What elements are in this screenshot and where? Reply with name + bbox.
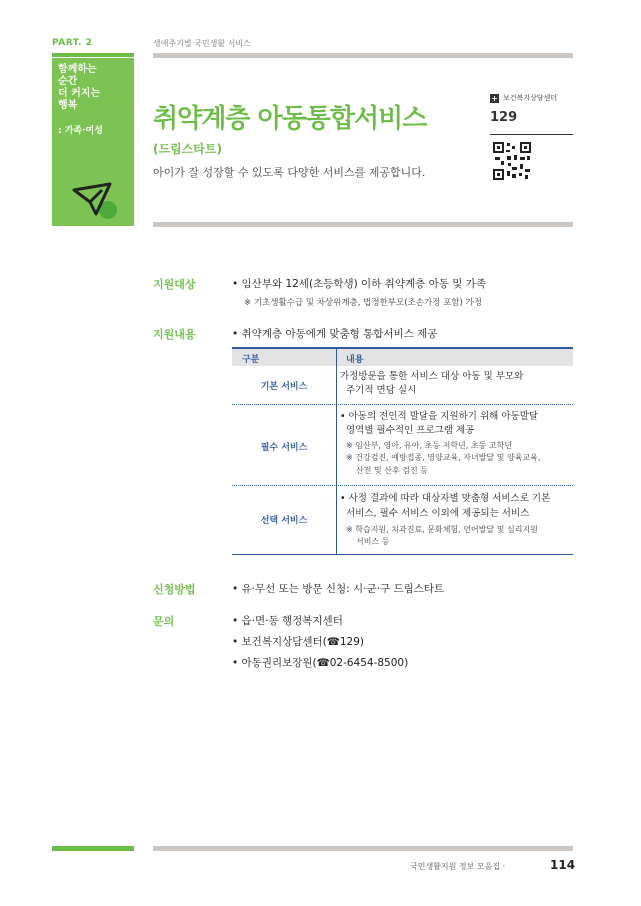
service-table	[232, 347, 573, 555]
footer-title: 국민생활지원 정보 모음집 ·	[410, 862, 506, 871]
target-label: 지원대상	[153, 278, 196, 291]
table-cell-text: 서비스, 필수 서비스 이외에 제공되는 서비스	[346, 508, 530, 519]
table-row-label: 필수 서비스	[260, 443, 308, 453]
part-label: PART. 2	[52, 38, 93, 48]
qr-code-icon	[492, 141, 532, 181]
sidebar-line: 행복	[58, 100, 78, 111]
table-cell-note: ※ 임산부, 영아, 유아, 초등 저학년, 초등 고학년	[346, 441, 513, 450]
sidebar-line: 순간	[58, 76, 78, 87]
contact-header	[490, 93, 557, 103]
content-label: 지원내용	[153, 328, 196, 341]
table-column-divider	[336, 347, 337, 555]
sidebar-category: : 가족·여성	[58, 126, 103, 136]
table-cell-text: • 아동의 전인적 발달을 지원하기 위해 아동발달	[340, 411, 539, 422]
page-subtitle: (드림스타트)	[153, 142, 222, 156]
contact-number: 129	[490, 110, 518, 125]
footer-divider-bar	[153, 846, 573, 851]
contact-divider	[490, 134, 573, 135]
table-row-divider	[232, 404, 573, 405]
page-number: 114	[550, 858, 576, 872]
header-divider-bar	[153, 222, 573, 227]
table-row-label: 기본 서비스	[260, 382, 308, 392]
table-row-label: 선택 서비스	[260, 516, 308, 526]
section-title: 생애주기별 국민생활 서비스	[153, 39, 251, 48]
table-cell-text: • 사정 결과에 따라 대상자별 맞춤형 서비스로 기본	[340, 493, 551, 504]
inquiry-item: • 읍·면·동 행정복지센터	[232, 615, 343, 627]
chapter-sidebar	[52, 58, 134, 226]
table-header-type: 구분	[242, 355, 260, 365]
table-cell-text: 가정방문을 통한 서비스 대상 아동 및 부모와	[340, 371, 524, 382]
footer-accent-bar	[52, 846, 134, 851]
sidebar-line: 함께하는	[58, 64, 97, 75]
table-cell-text: 주기적 면담 실시	[346, 385, 417, 396]
target-text: • 임산부와 12세(초등학생) 이하 취약계층 아동 및 가족	[232, 278, 486, 290]
inquiry-item: • 보건복지상담센터(☎129)	[232, 636, 364, 648]
table-bottom-border	[232, 554, 573, 555]
sidebar-line: 더 커지는	[58, 88, 101, 99]
table-header-content: 내용	[346, 355, 364, 365]
inquiry-item: • 아동권리보장원(☎02-6454-8500)	[232, 657, 409, 669]
top-accent-bar	[52, 53, 134, 57]
table-cell-note: 서비스 등	[356, 537, 390, 546]
plus-icon: +	[491, 93, 498, 103]
apply-label: 신청방법	[153, 583, 196, 596]
table-cell-note: ※ 학습지원, 치과진료, 문화체험, 언어발달 및 심리지원	[346, 525, 538, 534]
page-title: 취약계층 아동통합서비스	[153, 104, 427, 134]
paper-plane-icon	[66, 176, 122, 222]
contact-label: 보건복지상담센터	[503, 94, 558, 102]
table-cell-text: 영역별 필수적인 프로그램 제공	[346, 425, 475, 436]
table-cell-note: 산전 및 산후 검진 등	[356, 466, 428, 475]
content-text: • 취약계층 아동에게 맞춤형 통합서비스 제공	[232, 328, 438, 340]
apply-text: • 유·무선 또는 방문 신청: 시·군·구 드림스타트	[232, 583, 445, 595]
table-row-divider	[232, 485, 573, 486]
table-cell-note: ※ 건강검진, 예방접종, 영양교육, 자녀발달 및 양육교육,	[346, 453, 541, 462]
target-note: ※ 기초생활수급 및 차상위계층, 법정한부모(조손가정 포함) 가정	[244, 298, 482, 308]
top-divider-bar	[153, 53, 573, 58]
inquiry-label: 문의	[153, 615, 175, 628]
page-description: 아이가 잘 성장할 수 있도록 다양한 서비스를 제공합니다.	[153, 166, 426, 179]
table-header	[232, 347, 573, 366]
